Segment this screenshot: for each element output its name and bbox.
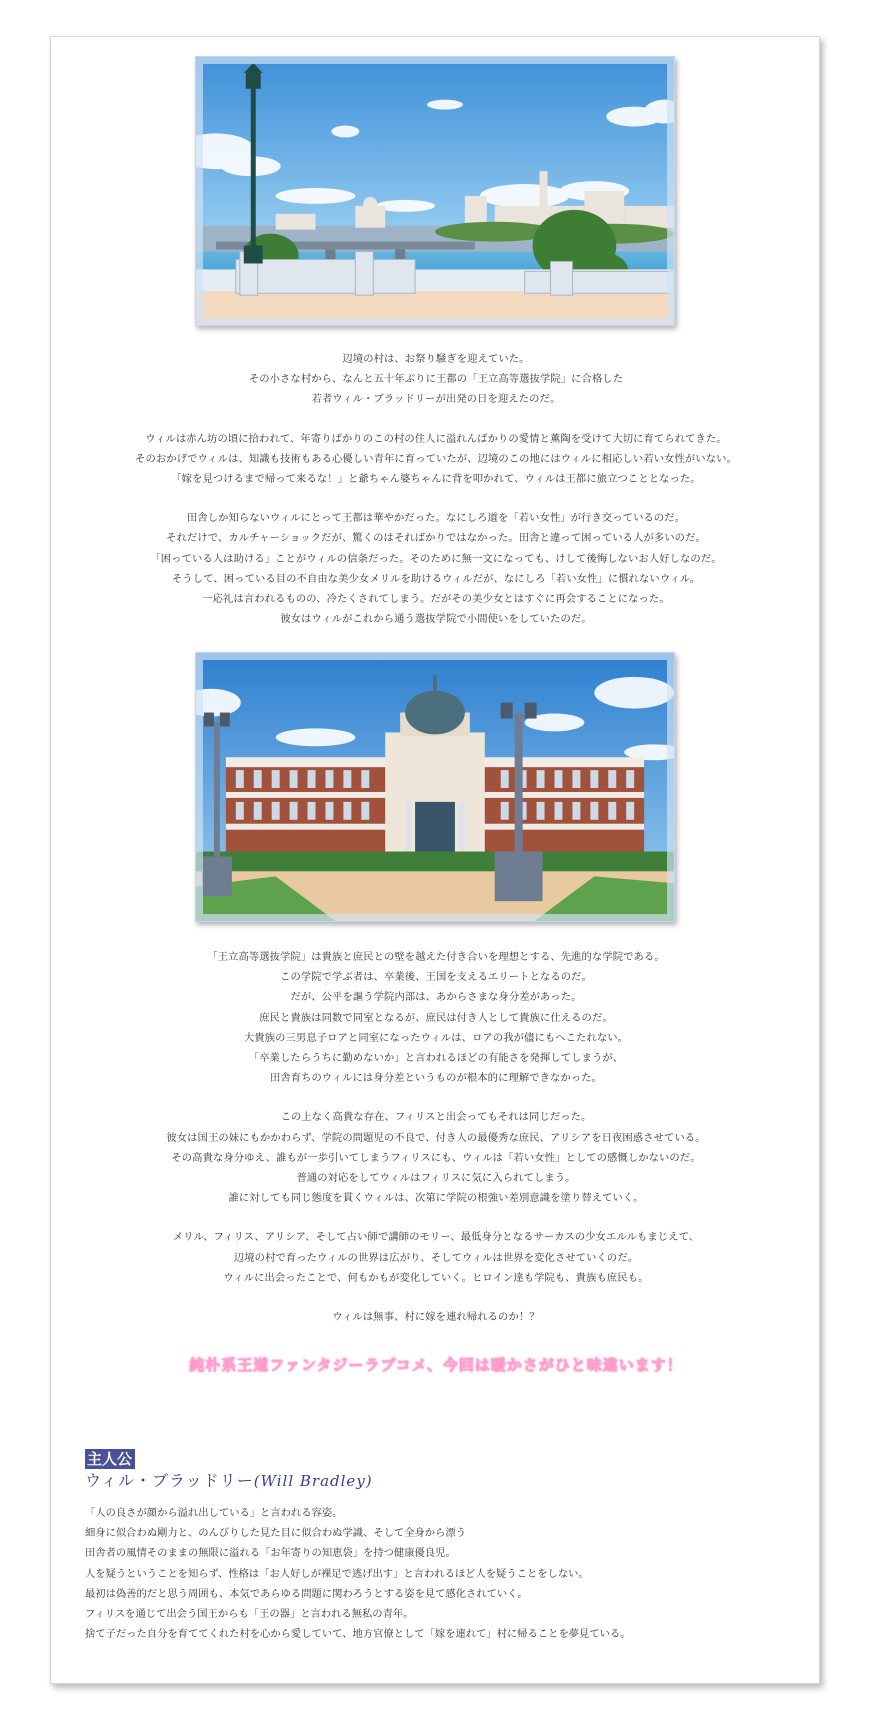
profile-line: フィリスを通じて出会う国王からも「王の器」と言われる無私の青年。: [85, 1608, 414, 1621]
profile-line: 人を疑うということを知らず、性格は「お人好しが裸足で逃げ出す」と言われるほど人を疑うことをしない。: [85, 1567, 589, 1580]
riverside-city-bridge-illustration: [196, 57, 674, 325]
profile-line: 最初は偽善的だと思う周囲も、本気であらゆる問題に関わろうとする姿を見て感化されていく。: [85, 1587, 528, 1600]
scene-image-riverside-city: [195, 56, 675, 326]
story1-paragraph-2: ウィルは赤ん坊の頃に拾われて、年寄りばかりのこの村の住人に溢れんばかりの愛情と薫陶を受けて大切に育てられてきた。 そのおかげでウィルは、知識も技術もある心優しい青年に育っていたが、辺境のこの地にはウィルに相応しい若い女性がいない。 「嫁を見つけるまで帰って来るな！」と爺ちゃん婆ちゃんに背を叩かれて、ウィルは王都に旅立つこととなった。: [135, 432, 737, 486]
profile-line: 田舎者の風情そのままの無限に溢れる「お年寄りの知恵袋」を持つ健康優良児。: [85, 1547, 456, 1560]
scene-image-academy: [195, 652, 675, 922]
story-section-2: [71, 947, 801, 1346]
profile-line: 細身に似合わぬ剛力と、のんびりした見た目に似合わぬ学識、そして全身から漂う: [85, 1527, 466, 1540]
story2-paragraph-1: 「王立高等選抜学院」は貴族と庶民との壁を越えた付き合いを理想とする、先進的な学院である。 この学院で学ぶ者は、卒業後、王国を支えるエリートとなるのだ。 だが、公平を謳う学院内部は、あからさまな身分差があった。 庶民と貴族は同数で同室となるが、庶民は付き人として貴族に仕えるのだ。 大貴族の三男息子ロアと同室になったウィルは、ロアの我が儘にもへこたれない。 「卒業したらうちに勤めないか」と言われるほどの有能さを発揮してしまうが、 田舎育ちのウィルには身分差というものが根本的に理解できなかった。: [207, 951, 665, 1085]
story-section-1: [71, 349, 801, 648]
story1-paragraph-1: 辺境の村は、お祭り騒ぎを迎えていた。 その小さな村から、なんと五十年ぶりに王都の「王立高等選抜学院」に合格した 若者ウィル・ブラッドリーが出発の日を迎えたのだ。: [248, 353, 624, 406]
story2-paragraph-4: ウィルは無事、村に嫁を連れ帰れるのか！？: [332, 1311, 540, 1324]
story1-paragraph-3: 田舎しか知らないウィルにとって王都は華やかだった。なにしろ道を「若い女性」が行き交っているのだ。 それだけで、カルチャーショックだが、驚くのはそればかりではなかった。田舎と違って困っている人が多いのだ。 「困っている人は助ける」ことがウィルの信条だった。そのために無一文になっても、けして後悔しないお人好しなのだ。 そうして、困っている目の不自由な美少女メリルを助けるウィルだが、なにしろ「若い女性」に慣れないウィル。 一応礼は言われるものの、冷たくされてしまう。だがその美少女とはすぐに再会することになった。 彼女はウィルがこれから通う選抜学院で小間使いをしていたのだ。: [150, 512, 722, 626]
story2-paragraph-3: メリル、フィリス、アリシア、そして占い師で講師のモリー、最低身分となるサーカスの少女エルルもまじえて、 辺境の村で育ったウィルの世界は広がり、そしてウィルは世界を変化させていくのだ。 ウィルに出会ったことで、何もかもが変化していく。ヒロイン達も学院も、貴族も庶民も。: [172, 1231, 700, 1284]
character-name-en: (Will Bradley): [253, 1472, 373, 1490]
character-profile: [85, 1503, 805, 1644]
content-panel: [50, 36, 820, 1684]
story2-paragraph-2: この上なく高貴な存在、フィリスと出会ってもそれは同じだった。 彼女は国王の妹にもかかわらず、学院の問題児の不良で、付き人の最優秀な庶民、アリシアを日夜困惑させている。 その高貴な身分ゆえ、誰もが一歩引いてしまうフィリスにも、ウィルは「若い女性」としての感慨しかないのだ。 普通の対応をしてウィルはフィリスに気に入られてしまう。 誰に対しても同じ態度を貫くウィルは、次第に学院の根強い差別意識を塗り替えていく。: [166, 1111, 706, 1205]
academy-building-illustration: [196, 653, 674, 921]
catchphrase-tagline: 純朴系王道ファンタジーラブコメ、今回は暖かさがひと味違います！: [189, 1356, 683, 1374]
role-badge: 主人公: [85, 1449, 135, 1469]
profile-line: 「人の良さが顔から溢れ出している」と言われる容姿。: [85, 1507, 343, 1519]
character-name-ja: ウィル・ブラッドリー: [85, 1471, 254, 1490]
character-name: [85, 1470, 373, 1492]
profile-line: 捨て子だった自分を育ててくれた村を心から愛していて、地方官僚として「嫁を連れて」村に帰ることを夢見ている。: [85, 1628, 631, 1641]
